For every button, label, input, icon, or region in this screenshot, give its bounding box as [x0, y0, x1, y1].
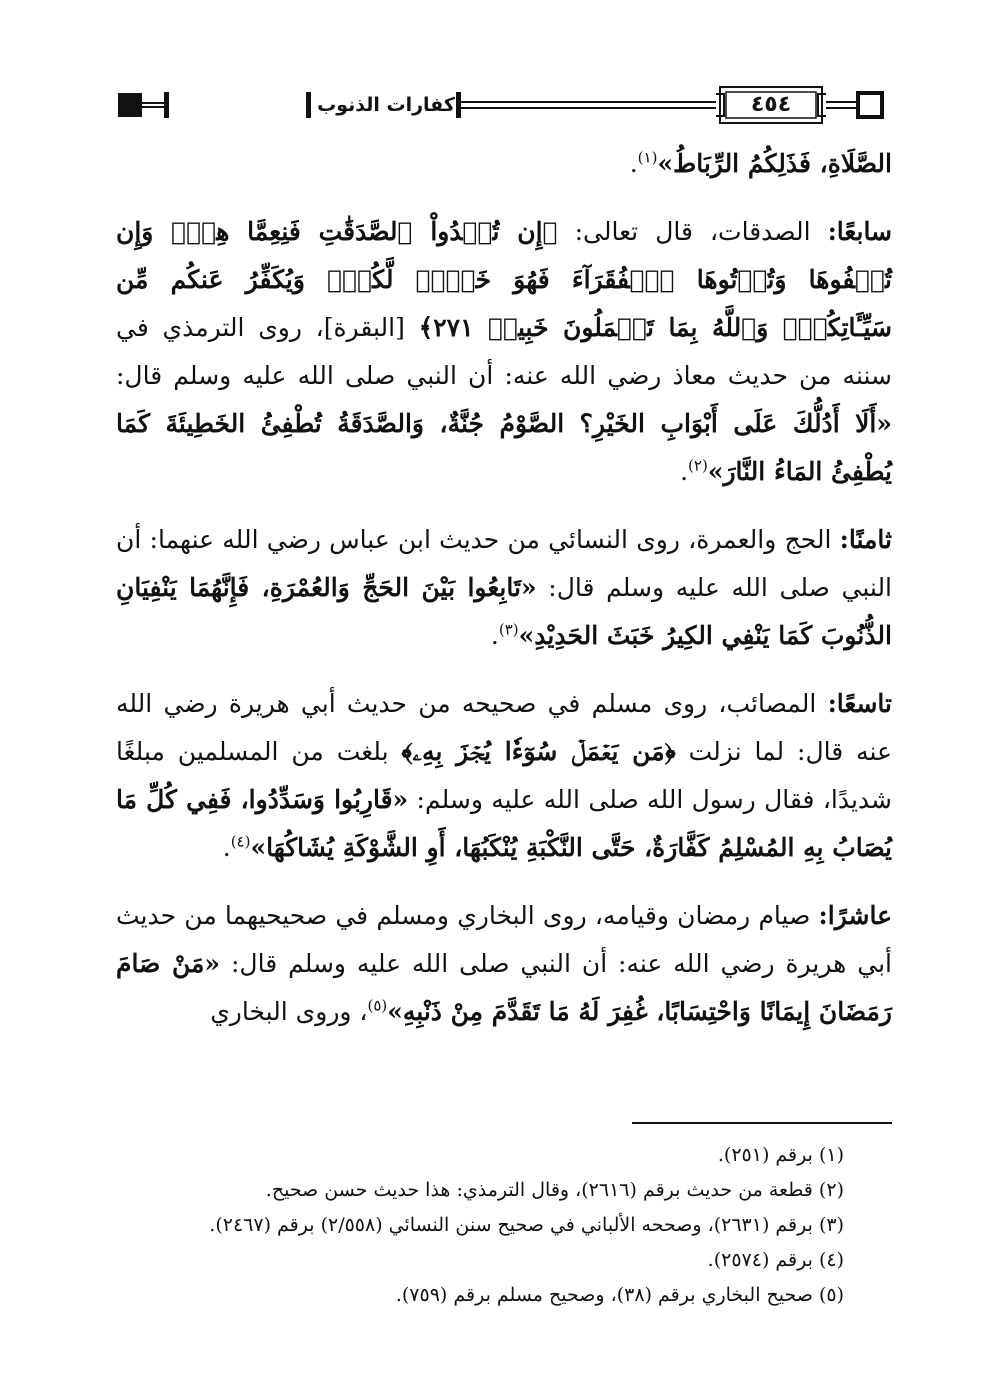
paragraph-continuation — [116, 140, 892, 188]
footnote-3: (٣) برقم (٢٦٣١)، وصححه الألباني في صحيح سنن النسائي (٢/٥٥٨) برقم (٢٤٦٧). — [209, 1214, 844, 1236]
footnotes — [116, 1138, 892, 1313]
hadith-text: «أَلَا أَدُلُّكَ عَلَى أَبْوَابِ الخَيْرِ؟ الصَّوْمُ جُنَّةٌ، وَالصَّدَقَةُ تُطْفِئُ الخَطِيئَةَ كَمَا يُطْفِئُ المَاءُ النَّارَ» — [116, 409, 892, 486]
hadith-text: «مَنْ صَامَ رَمَضَانَ إِيمَانًا وَاحْتِسَابًا، غُفِرَ لَهُ مَا تَقَدَّمَ مِنْ ذَنْبِهِ» — [116, 949, 892, 1026]
sentence-end: . — [222, 833, 231, 862]
hadith-text: «قَارِبُوا وَسَدِّدُوا، فَفِي كُلِّ مَا يُصَابُ بِهِ المُسْلِمُ كَفَّارَةٌ، حَتَّى النَّكْبَةِ يُنْكَبُهَا، أَوِ الشَّوْكَةِ يُشَاكُهَا» — [116, 785, 892, 862]
footnote-ref: (٣) — [498, 620, 519, 639]
section-lead: سابعًا: — [827, 217, 893, 246]
quran-verse: ﴿مَن يَعۡمَلۡ سُوٓءٗا يُجۡزَ بِهِۦ﴾ — [401, 737, 676, 766]
paragraph-text: الحج والعمرة، روى النسائي من حديث ابن عباس رضي الله عنهما: أن النبي صلى الله عليه وسلم قال: — [116, 525, 893, 602]
paragraph-seventh-charity — [116, 208, 892, 496]
sentence-end: . — [490, 621, 499, 650]
book-title: كفارات الذنوب — [316, 91, 456, 119]
footnote-2: (٢) قطعة من حديث برقم (٢٦١٦)، وقال الترمذي: هذا حديث حسن صحيح. — [265, 1179, 844, 1201]
sentence-end: . — [629, 149, 638, 178]
page-number: ٤٥٤ — [750, 92, 792, 117]
quran-verse: ﴿إِن تُبۡدُواْ ٱلصَّدَقَٰتِ فَنِعِمَّا هِيَۖ وَإِن تُخۡفُوهَا وَتُؤۡتُوهَا ٱلۡفُقَرَآءَ فَهُوَ خَيۡرٞ لَّكُمۡۚ وَيُكَفِّرُ عَنكُم مِّن سَيِّـَٔاتِكُمۡۗ وَٱللَّهُ بِمَا تَعۡمَلُونَ خَبِيرٞ ٢٧١﴾ — [116, 217, 892, 342]
paragraph-text: ، وروى البخاري — [210, 997, 368, 1026]
paragraph-text: المصائب، روى مسلم في صحيحه من حديث أبي هريرة رضي الله عنه قال: لما نزلت — [116, 689, 892, 766]
footnote-ref: (٥) — [367, 996, 388, 1015]
paragraph-text: بلغت من المسلمين مبلغًا شديدًا، فقال رسول الله صلى الله عليه وسلم: — [116, 737, 893, 814]
footnote-ref: (٤) — [230, 832, 251, 851]
section-lead: عاشرًا: — [818, 901, 892, 930]
paragraph-tenth-ramadan — [116, 892, 892, 1036]
main-text — [116, 140, 892, 1056]
paragraph-text: صيام رمضان وقيامه، روى البخاري ومسلم في صحيحيهما من حديث أبي هريرة رضي الله عنه: أن النبي صلى الله عليه وسلم قال: — [116, 901, 892, 978]
paragraph-text: [البقرة]، روى الترمذي في سننه من حديث معاذ رضي الله عنه: أن النبي صلى الله عليه وسلم قال: — [116, 313, 892, 390]
sentence-end: . — [680, 457, 689, 486]
hadith-text: الصَّلَاةِ، فَذَلِكُمُ الرِّبَاطُ» — [657, 149, 892, 178]
hadith-text: «تَابِعُوا بَيْنَ الحَجِّ وَالعُمْرَةِ، فَإِنَّهُمَا يَنْفِيَانِ الذُّنُوبَ كَمَا يَنْفِي الكِيرُ خَبَثَ الحَدِيْدِ» — [116, 573, 892, 650]
footnote-5: (٥) صحيح البخاري برقم (٣٨)، وصحيح مسلم برقم (٧٥٩). — [395, 1284, 844, 1306]
footnote-1: (١) برقم (٢٥١). — [717, 1144, 844, 1166]
footnote-separator — [632, 1122, 892, 1124]
paragraph-eighth-hajj — [116, 516, 892, 660]
paragraph-ninth-afflictions — [116, 680, 892, 872]
running-header — [116, 86, 890, 126]
footnote-ref: (١) — [637, 148, 658, 167]
section-lead: ثامنًا: — [839, 525, 892, 554]
footnote-4: (٤) برقم (٢٥٧٤). — [707, 1249, 844, 1271]
section-lead: تاسعًا: — [827, 689, 892, 718]
paragraph-text: الصدقات، قال تعالى: — [557, 217, 828, 246]
footnote-ref: (٢) — [688, 456, 708, 475]
